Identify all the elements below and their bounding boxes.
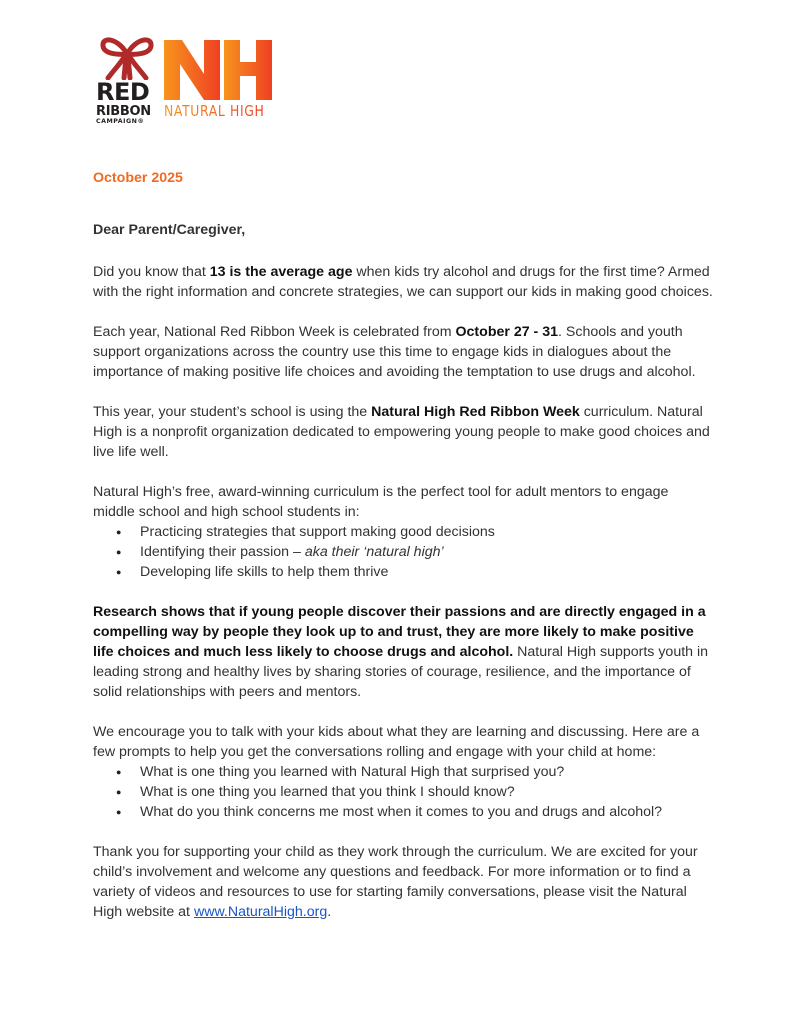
text: Thank you for supporting your child as they work through the curriculum. We are excited for your child’s involvement and welcome any questions and feedback. For more information or to find a variety of videos and resources to use for starting family conversations, please visit the Natural High website at bbox=[93, 844, 698, 920]
letter-date: October 2025 bbox=[93, 170, 183, 186]
letter-body bbox=[93, 168, 713, 942]
list-item bbox=[140, 562, 713, 582]
paragraph-curriculum bbox=[93, 402, 713, 462]
bold-text: Natural High Red Ribbon Week bbox=[371, 404, 580, 420]
text: when kids try alcohol and drugs for the first time? Armed with the right information and concrete strategies, we can support our kids in making good choices. bbox=[93, 264, 713, 300]
text: curriculum. Natural High is a nonprofit organization dedicated to empowering young people to make good choices and live life well. bbox=[93, 404, 710, 460]
paragraph-red-ribbon-week bbox=[93, 322, 713, 382]
list-item bbox=[140, 522, 713, 542]
paragraph-thank-you bbox=[93, 842, 713, 922]
text: . Schools and youth support organizations across the country use this time to engage kids in dialogues about the importance of making positive life choices and avoiding the temptation to use drugs and alcohol. bbox=[93, 324, 696, 380]
list-item: ● What is one thing you learned that you think I should know? bbox=[140, 782, 713, 802]
paragraph-research bbox=[93, 602, 713, 702]
text: Natural High supports youth in leading strong and healthy lives by sharing stories of courage, resilience, and the importance of solid relationships with peers and mentors. bbox=[93, 644, 709, 700]
greeting: Dear Parent/Caregiver, bbox=[93, 222, 246, 238]
red-ribbon-line3: CAMPAIGN® bbox=[96, 118, 145, 125]
list-item: ● What is one thing you learned with Natural High that surprised you? bbox=[140, 762, 713, 782]
list-item bbox=[140, 542, 713, 562]
bold-text: October 27 - 31 bbox=[455, 324, 559, 340]
paragraph-prompts-intro: We encourage you to talk with your kids about what they are learning and discussing. Here are a few prompts to help you get the conversations rolling and engage with your child at home: bbox=[93, 724, 700, 760]
red-ribbon-line1: RED bbox=[96, 78, 150, 106]
red-ribbon-campaign-logo bbox=[96, 34, 162, 126]
text: Identifying their passion – bbox=[140, 544, 305, 560]
text: Practicing strategies that support making good decisions bbox=[140, 524, 495, 540]
text: Each year, National Red Ribbon Week is celebrated from bbox=[93, 324, 456, 340]
natural-high-website-link[interactable]: www.NaturalHigh.org bbox=[193, 904, 328, 920]
text: . bbox=[327, 904, 332, 920]
text: This year, your student’s school is using the bbox=[93, 404, 372, 420]
red-ribbon-line2: RIBBON bbox=[96, 104, 151, 119]
text: Developing life skills to help them thrive bbox=[140, 564, 389, 580]
ribbon-bow-icon bbox=[96, 34, 158, 80]
text: Did you know that bbox=[93, 264, 210, 280]
nh-monogram-icon bbox=[164, 40, 274, 100]
logo bbox=[96, 34, 276, 126]
prompts-bullet-list bbox=[93, 762, 713, 822]
paragraph-curriculum-intro: Natural High’s free, award-winning curriculum is the perfect tool for adult mentors to engage middle school and high school students in: bbox=[93, 484, 669, 520]
list-item: ● What do you think concerns me most when it comes to you and drugs and alcohol? bbox=[140, 802, 713, 822]
paragraph-average-age bbox=[93, 262, 713, 302]
curriculum-bullet-list bbox=[93, 522, 713, 582]
italic-text: aka their ‘natural high’ bbox=[304, 544, 444, 560]
bold-text: 13 is the average age bbox=[209, 264, 353, 280]
natural-high-wordmark: NATURAL HIGH bbox=[164, 102, 265, 120]
bold-text: Research shows that if young people discover their passions and are directly engaged in a compelling way by people they look up to and trust, they are more likely to make positive life choices and much less likely to choose drugs and alcohol. bbox=[93, 604, 706, 660]
natural-high-logo bbox=[164, 40, 274, 126]
